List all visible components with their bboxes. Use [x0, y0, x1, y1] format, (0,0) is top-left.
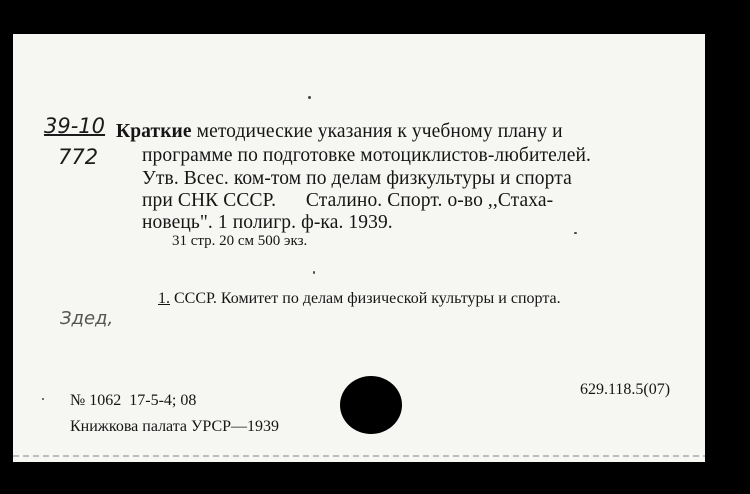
subject-heading — [158, 290, 561, 308]
scan-speck — [574, 232, 577, 234]
card-bottom-edge — [13, 455, 705, 457]
margin-note: Здед, — [60, 308, 114, 329]
subject-heading-text: СССР. Комитет по делам физической культуры и спорта. — [174, 290, 561, 307]
scan-speck — [308, 96, 311, 99]
shelf-mark-top: 39-10 — [44, 114, 106, 138]
classification-number: 629.118.5(07) — [580, 381, 671, 398]
entry-line-2: программе по подготовке мотоциклистов-любителей. — [142, 145, 591, 166]
entry-line-1 — [116, 121, 563, 143]
subject-heading-number: 1. — [158, 290, 170, 307]
collation: 31 стр. 20 см 500 экз. — [172, 233, 308, 249]
scan-speck — [313, 271, 315, 274]
entry-line-3: Утв. Всес. ком-том по делам физкультуры и спорта — [142, 168, 572, 189]
entry-line-4: при СНК СССР. Сталино. Спорт. о-во ,,Стаха- — [142, 190, 554, 211]
punch-hole — [340, 376, 402, 434]
entry-title-bold: Краткие — [116, 121, 192, 142]
shelf-mark-bottom: 772 — [58, 145, 99, 169]
entry-line-1-text: методические указания к учебному плану и — [196, 121, 563, 142]
scan-speck — [42, 398, 44, 400]
record-number: № 1062 17-5-4; 08 — [70, 392, 197, 409]
entry-line-5: новець". 1 полигр. ф-ка. 1939. — [142, 212, 393, 233]
publisher-footer: Книжкова палата УРСР—1939 — [70, 418, 280, 435]
